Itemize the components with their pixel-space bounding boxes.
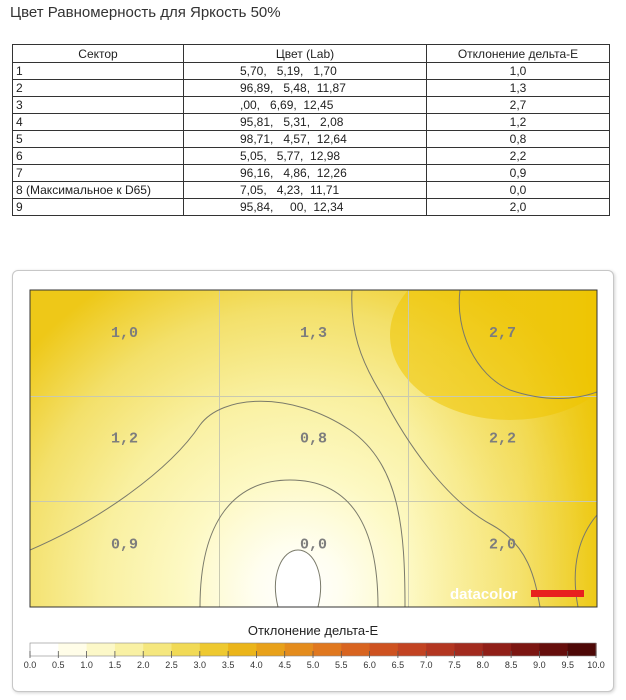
colorbar-swatch — [426, 643, 455, 656]
colorbar-swatch — [172, 643, 201, 656]
cell-value-label: 0,0 — [299, 536, 328, 554]
cell-value-label: 1,2 — [110, 430, 139, 448]
delta-e-cell: 2,7 — [427, 97, 610, 114]
colorbar-tick-label: 7.5 — [448, 660, 461, 670]
colorbar-tick-label: 8.0 — [476, 660, 490, 670]
colorbar-tick-label: 0.0 — [23, 660, 37, 670]
colorbar-swatch — [398, 643, 427, 656]
delta-e-cell: 1,2 — [427, 114, 610, 131]
sector-cell: 6 — [13, 148, 184, 165]
colorbar-tick-label: 0.5 — [52, 660, 65, 670]
colorbar-tick-label: 9.0 — [533, 660, 546, 670]
heatmap-area — [30, 250, 626, 607]
colorbar-swatch — [87, 643, 116, 656]
colorbar-tick-label: 3.0 — [193, 660, 207, 670]
sector-cell: 4 — [13, 114, 184, 131]
lab-cell: 96,16, 4,86, 12,26 — [184, 165, 427, 182]
lab-cell: 95,81, 5,31, 2,08 — [184, 114, 427, 131]
colorbar-tick-label: 8.5 — [504, 660, 518, 670]
colorbar-tick-label: 4.0 — [250, 660, 263, 670]
colorbar-tick-label: 2.5 — [165, 660, 178, 670]
sector-cell: 5 — [13, 131, 184, 148]
lab-cell: 95,84, 00, 12,34 — [184, 199, 427, 216]
cell-value-label: 0,9 — [110, 536, 139, 554]
colorbar-swatch — [455, 643, 484, 656]
colorbar-swatch — [539, 643, 568, 656]
colorbar-tick-label: 2.0 — [136, 660, 150, 670]
delta-e-cell: 0,8 — [427, 131, 610, 148]
lab-cell: 7,05, 4,23, 11,71 — [184, 182, 427, 199]
watermark-accent-bar — [531, 590, 584, 597]
column-header-sector: Сектор — [13, 45, 184, 63]
cell-value-label: 1,0 — [110, 325, 139, 342]
lab-cell: 5,05, 5,77, 12,98 — [184, 148, 427, 165]
colorbar-tick-label: 6.5 — [391, 660, 405, 670]
colorbar-swatch — [228, 643, 257, 656]
colorbar-tick-label: 5.0 — [306, 660, 320, 670]
colorbar-swatch — [483, 643, 512, 656]
colorbar-swatch — [115, 643, 144, 656]
lab-cell: 96,89, 5,48, 11,87 — [184, 80, 427, 97]
colorbar-swatch — [285, 643, 314, 656]
column-header-color-lab: Цвет (Lab) — [184, 45, 427, 63]
cell-value-label: 1,3 — [299, 325, 328, 342]
lab-cell: ,00, 6,69, 12,45 — [184, 97, 427, 114]
cell-value-label: 2,7 — [488, 325, 517, 342]
colorbar-tick-label: 5.5 — [335, 660, 348, 670]
sector-cell: 1 — [13, 63, 184, 80]
colorbar-swatch — [313, 643, 342, 656]
colorbar-tick-label: 1.5 — [108, 660, 122, 670]
sector-cell: 2 — [13, 80, 184, 97]
delta-e-cell: 1,3 — [427, 80, 610, 97]
colorbar-tick-label: 4.5 — [278, 660, 291, 670]
cell-value-label: 2,0 — [488, 536, 517, 554]
sector-cell: 8 (Максимальное к D65) — [13, 182, 184, 199]
colorbar-tick-label: 9.5 — [561, 660, 574, 670]
colorbar-swatch — [143, 643, 172, 656]
delta-e-cell: 1,0 — [427, 63, 610, 80]
sector-cell: 3 — [13, 97, 184, 114]
sector-cell: 9 — [13, 199, 184, 216]
colorbar-swatch — [256, 643, 285, 656]
colorbar-swatch — [200, 643, 229, 656]
watermark-text: datacolor — [450, 586, 518, 603]
colorbar-swatch — [511, 643, 540, 656]
cell-value-label: 2,2 — [488, 430, 517, 448]
colorbar-swatch — [58, 643, 87, 656]
colorbar-swatch — [30, 643, 59, 656]
column-header-delta-e: Отклонение дельта-E — [427, 45, 610, 63]
colorbar-tick-label: 7.0 — [419, 660, 433, 670]
colorbar-swatch — [370, 643, 399, 656]
colorbar-tick-label: 6.0 — [363, 660, 376, 670]
lab-cell: 5,70, 5,19, 1,70 — [184, 63, 427, 80]
delta-e-cell: 0,9 — [427, 165, 610, 182]
lab-cell: 98,71, 4,57, 12,64 — [184, 131, 427, 148]
colorbar-tick-label: 1.0 — [80, 660, 93, 670]
colorbar-tick-label: 10.0 — [587, 660, 605, 670]
colorbar-swatch — [341, 643, 370, 656]
cell-value-label: 0,8 — [299, 430, 328, 448]
delta-e-cell: 0,0 — [427, 182, 610, 199]
delta-e-cell: 2,0 — [427, 199, 610, 216]
page-title: Цвет Равномерность для Яркость 50% — [10, 4, 281, 21]
colorbar-swatch — [568, 643, 597, 656]
colorbar-title: Отклонение дельта-E — [247, 623, 379, 638]
sector-cell: 7 — [13, 165, 184, 182]
delta-e-cell: 2,2 — [427, 148, 610, 165]
colorbar-tick-label: 3.5 — [221, 660, 235, 670]
